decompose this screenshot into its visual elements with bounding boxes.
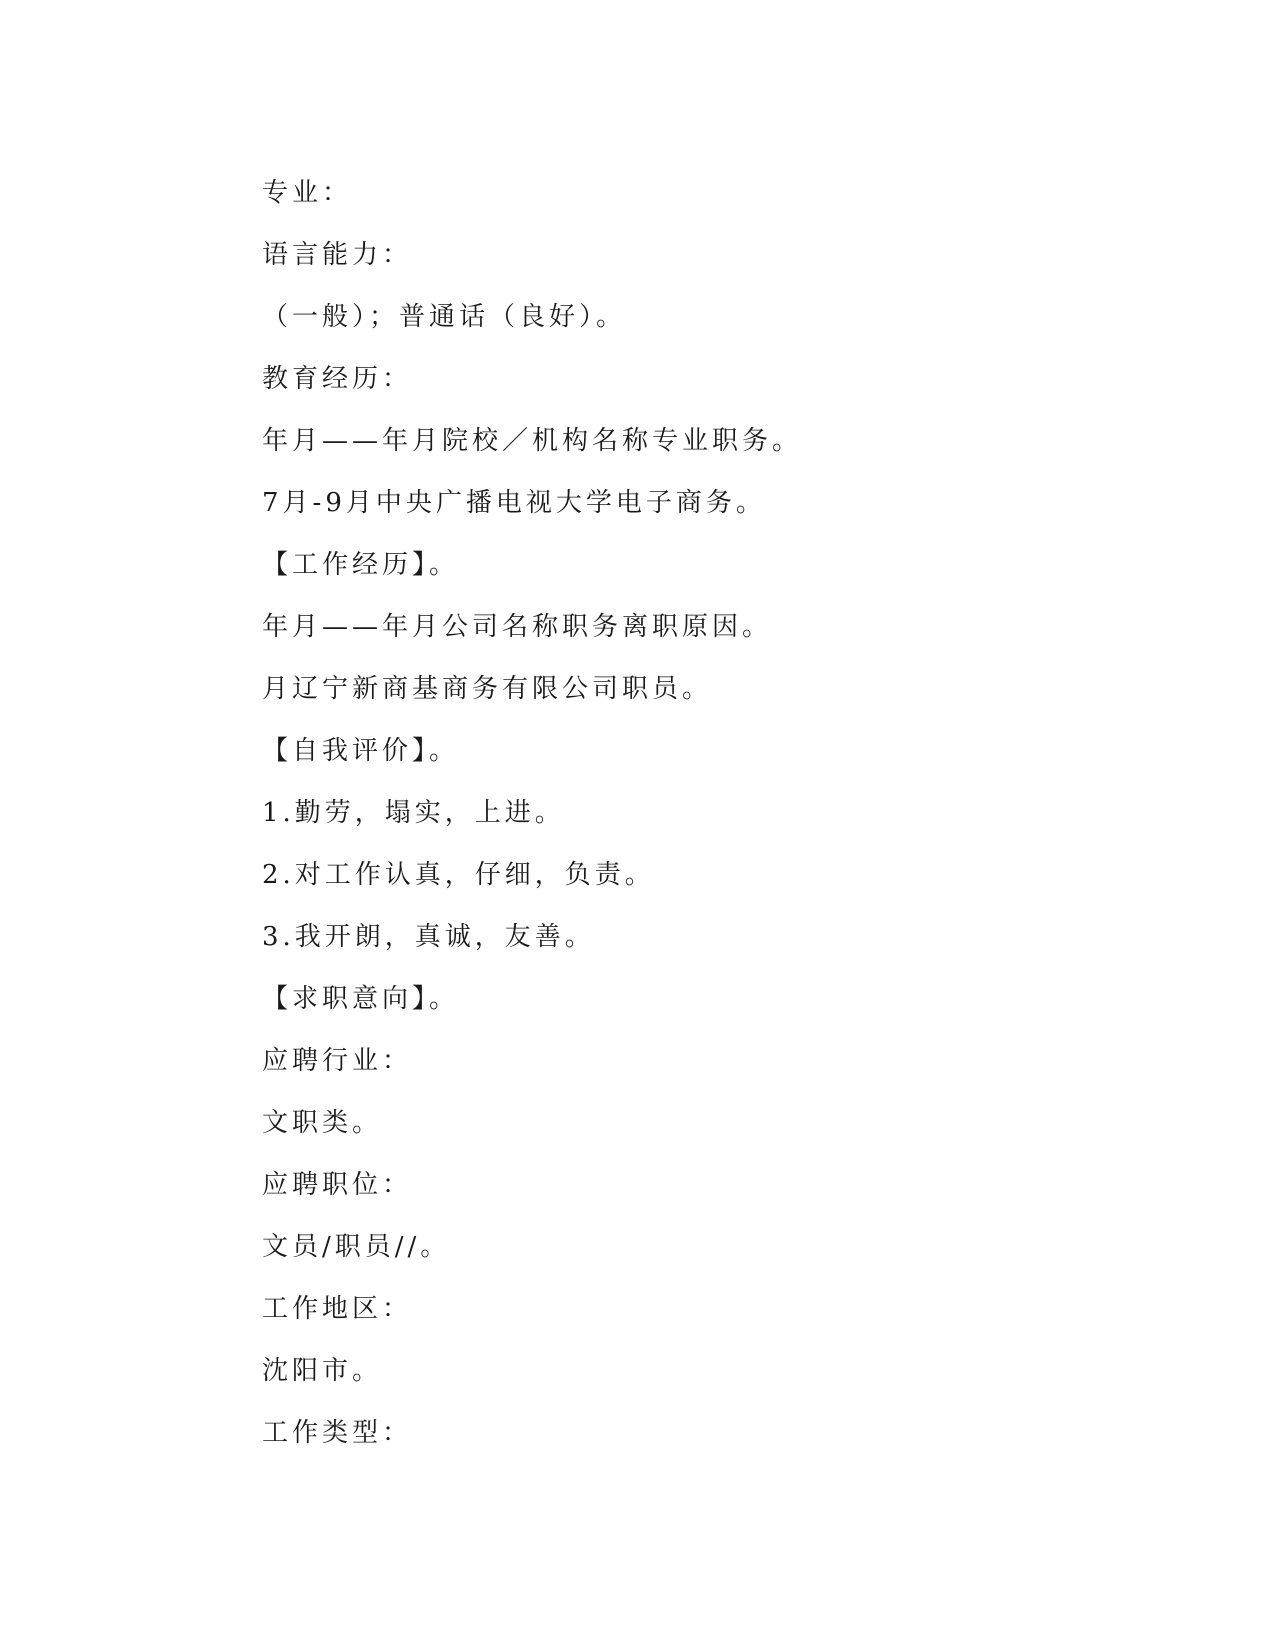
self-evaluation-item: 2.对工作认真，仔细，负责。 <box>262 860 655 890</box>
field-label-language-ability: 语言能力： <box>262 240 413 270</box>
field-label-position: 应聘职位： <box>262 1170 413 1200</box>
section-heading-job-intention: 【求职意向】。 <box>262 984 460 1014</box>
language-ability-value: （一般）；普通话（良好）。 <box>262 302 627 332</box>
education-entry: 7月-9月中央广播电视大学电子商务。 <box>262 488 766 518</box>
field-label-education: 教育经历： <box>262 364 413 394</box>
section-heading-self-evaluation: 【自我评价】。 <box>262 736 460 766</box>
field-label-work-type: 工作类型： <box>262 1418 413 1448</box>
work-area-value: 沈阳市。 <box>262 1356 383 1386</box>
field-label-major: 专业： <box>262 178 353 208</box>
self-evaluation-item: 3.我开朗，真诚，友善。 <box>262 922 595 952</box>
field-label-work-area: 工作地区： <box>262 1294 413 1324</box>
industry-value: 文职类。 <box>262 1108 383 1138</box>
document-body <box>262 162 1122 1464</box>
position-value: 文员/职员//。 <box>262 1232 451 1262</box>
work-entry: 月辽宁新商基商务有限公司职员。 <box>262 674 713 704</box>
section-heading-work-experience: 【工作经历】。 <box>262 550 460 580</box>
work-template-line: 年月——年月公司名称职务离职原因。 <box>262 612 773 642</box>
education-template-line: 年月——年月院校／机构名称专业职务。 <box>262 426 803 456</box>
field-label-industry: 应聘行业： <box>262 1046 413 1076</box>
self-evaluation-item: 1.勤劳，塌实，上进。 <box>262 798 565 828</box>
